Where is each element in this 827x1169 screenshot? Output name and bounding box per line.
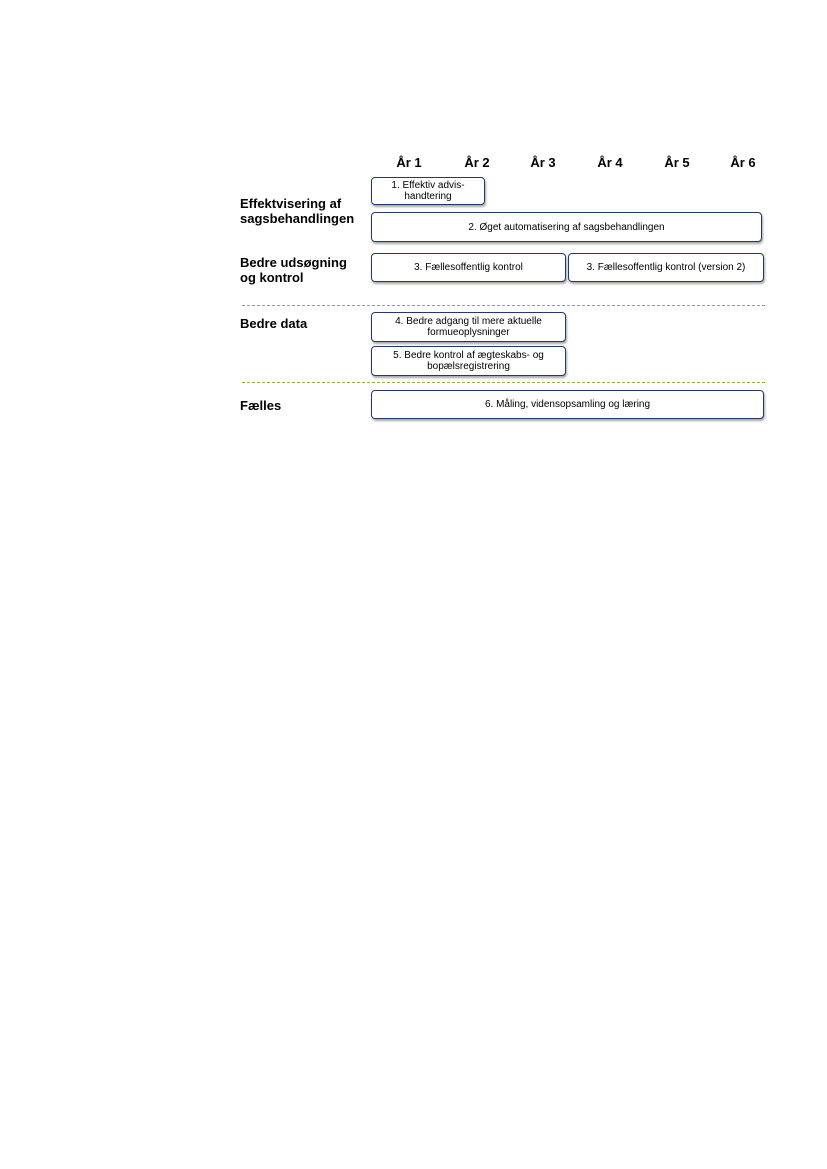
initiative-1: 1. Effektiv advis- handtering <box>371 177 485 205</box>
year-label-6: År 6 <box>730 155 756 170</box>
category-effektivisering: Effektvisering af sagsbehandlingen <box>240 196 355 226</box>
category-udsogning: Bedre udsøgning og kontrol <box>240 255 347 285</box>
year-label-3: År 3 <box>530 155 556 170</box>
dashed-divider-1 <box>242 305 765 306</box>
year-label-2: År 2 <box>464 155 490 170</box>
year-label-5: År 5 <box>664 155 690 170</box>
category-faelles: Fælles <box>240 398 282 413</box>
dashed-divider-2 <box>242 382 765 383</box>
year-label-1: År 1 <box>396 155 422 170</box>
initiative-3b: 3. Fællesoffentlig kontrol (version 2) <box>568 253 764 282</box>
initiative-2: 2. Øget automatisering af sagsbehandlingen <box>371 212 762 242</box>
initiative-6: 6. Måling, vidensopsamling og læring <box>371 390 764 419</box>
initiative-5: 5. Bedre kontrol af ægteskabs- og bopælsregistrering <box>371 346 566 376</box>
initiative-4: 4. Bedre adgang til mere aktuelle formueoplysninger <box>371 312 566 342</box>
category-data: Bedre data <box>240 316 308 331</box>
year-label-4: År 4 <box>597 155 623 170</box>
initiative-3a: 3. Fællesoffentlig kontrol <box>371 253 566 282</box>
